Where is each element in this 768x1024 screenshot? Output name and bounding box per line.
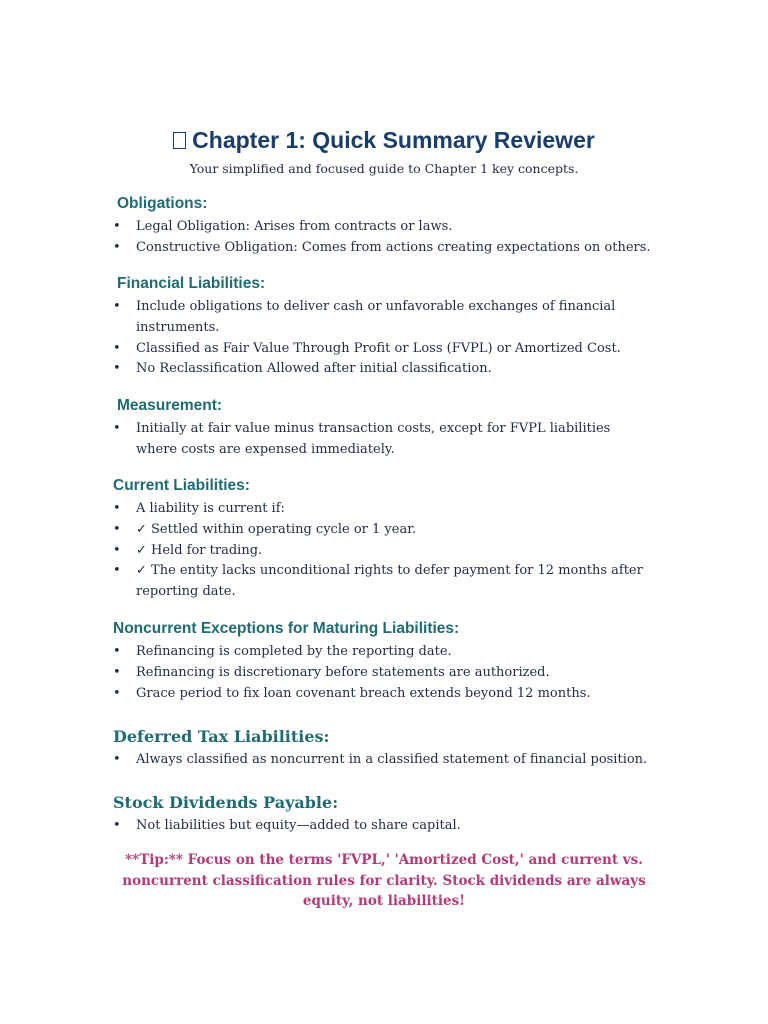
bullet-list [113, 419, 653, 461]
list-item [113, 238, 653, 259]
list-item-text: ✓ Held for trading. [136, 542, 263, 558]
list-item [113, 297, 653, 339]
bullet-icon: • [113, 664, 121, 680]
bullet-icon: • [113, 563, 121, 579]
list-item-text: Classified as Fair Value Through Profit or Loss (FVPL) or Amortized Cost. [136, 340, 621, 356]
list-item [113, 663, 653, 684]
page-title-text: Chapter 1: Quick Summary Reviewer [192, 127, 595, 153]
bullet-list [113, 642, 653, 704]
list-item-text: Include obligations to deliver cash or unfavorable exchanges of financial instruments. [136, 299, 616, 335]
list-item-text: Initially at fair value minus transaction costs, except for FVPL liabilities where costs are expensed immediately. [136, 421, 611, 457]
list-item-text: Always classified as noncurrent in a classified statement of financial position. [136, 752, 648, 767]
bullet-icon: • [113, 752, 121, 767]
list-item [113, 359, 653, 380]
list-item [113, 217, 653, 238]
list-item [113, 642, 653, 663]
list-item [113, 684, 653, 705]
list-item [113, 541, 653, 562]
section-measurement [113, 395, 653, 461]
list-item [113, 816, 653, 837]
bullet-list [113, 750, 653, 771]
page-subtitle: Your simplified and focused guide to Chapter 1 key concepts. [189, 161, 579, 176]
list-item-text: Not liabilities but equity—added to share capital. [136, 818, 461, 833]
section-deferred-tax-liabilities [113, 726, 653, 771]
bullet-icon: • [113, 542, 121, 558]
missing-glyph-icon [173, 132, 186, 149]
section-current-liabilities [113, 475, 653, 603]
bullet-list [113, 816, 653, 837]
list-item [113, 750, 653, 771]
bullet-list [113, 499, 653, 603]
list-item [113, 339, 653, 360]
list-item [113, 419, 653, 461]
bullet-icon: • [113, 501, 121, 516]
bullet-icon: • [113, 818, 121, 833]
bullet-icon: • [113, 340, 121, 356]
bullet-icon: • [113, 521, 121, 537]
bullet-icon: • [113, 361, 121, 377]
tip-callout: **Tip:** Focus on the terms 'FVPL,' 'Amortized Cost,' and current vs. noncurrent classification rules for clarity. Stock dividends are always equity, not liabilities! [122, 852, 646, 909]
section-heading: Financial Liabilities: [117, 275, 266, 292]
section-obligations [113, 193, 653, 259]
list-item-text: Refinancing is discretionary before statements are authorized. [136, 664, 550, 680]
bullet-icon: • [113, 421, 121, 436]
section-noncurrent-exceptions [113, 618, 653, 704]
section-financial-liabilities [113, 273, 653, 380]
section-heading: Stock Dividends Payable: [113, 793, 339, 812]
bullet-list [113, 297, 653, 380]
bullet-icon: • [113, 685, 121, 701]
section-heading: Measurement: [117, 397, 223, 414]
section-heading: Noncurrent Exceptions for Maturing Liabilities: [113, 620, 460, 637]
section-heading: Current Liabilities: [113, 477, 250, 494]
bullet-icon: • [113, 644, 121, 659]
list-item-text: ✓ The entity lacks unconditional rights to defer payment for 12 months after reporting date. [136, 563, 643, 600]
list-item-text: ✓ Settled within operating cycle or 1 year. [136, 521, 417, 537]
list-item-text: Constructive Obligation: Comes from actions creating expectations on others. [136, 239, 651, 255]
section-heading: Deferred Tax Liabilities: [113, 727, 330, 746]
bullet-list [113, 217, 653, 259]
list-item-text: Refinancing is completed by the reporting date. [136, 644, 452, 659]
section-heading: Obligations: [117, 195, 208, 212]
list-item [113, 520, 653, 541]
bullet-icon: • [113, 299, 121, 314]
bullet-icon: • [113, 219, 121, 234]
list-item [113, 561, 653, 603]
list-item-text: Grace period to fix loan covenant breach extends beyond 12 months. [136, 685, 591, 701]
list-item [113, 499, 653, 520]
list-item-text: No Reclassification Allowed after initial classification. [136, 361, 492, 377]
section-stock-dividends-payable [113, 792, 653, 837]
page-title [0, 124, 768, 156]
bullet-icon: • [113, 239, 121, 255]
list-item-text: A liability is current if: [136, 501, 285, 516]
list-item-text: Legal Obligation: Arises from contracts or laws. [136, 219, 453, 234]
